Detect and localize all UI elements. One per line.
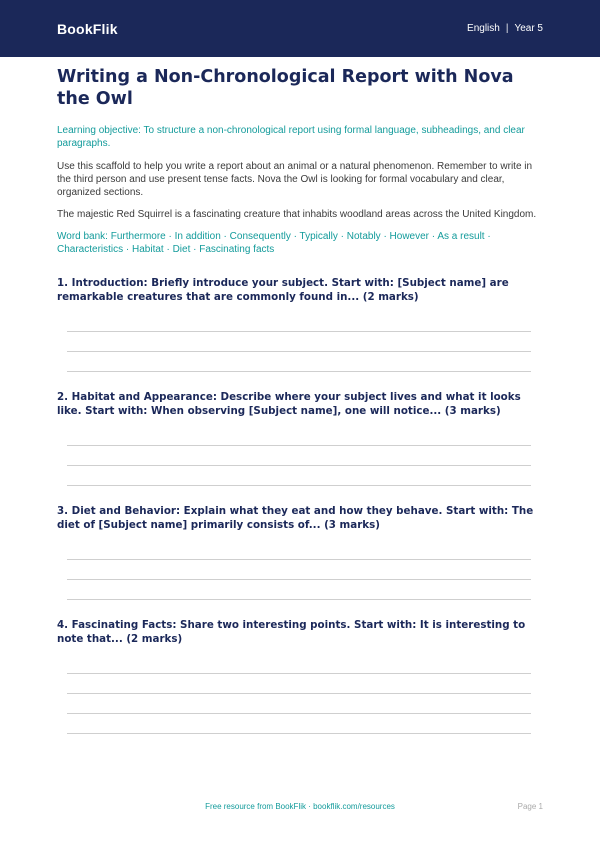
subject-label: English [467,23,500,34]
learning-objective: Learning objective: To structure a non-chronological report using formal language, subheadings, and clear paragraphs. [57,125,525,149]
answer-line[interactable] [67,351,531,352]
answer-lines[interactable] [67,532,531,600]
question-2 [57,390,543,486]
question-prompt: 3. Diet and Behavior: Explain what they eat and how they behave. Start with: The diet of [Subject name] primarily consists of... (3 marks) [57,505,534,531]
page-title: Writing a Non-Chronological Report with Nova the Owl [57,67,514,109]
question-3 [57,504,543,600]
worksheet-content [57,66,543,734]
footer-credit[interactable]: Free resource from BookFlik · bookflik.com/resources [205,802,395,811]
page-header [0,0,600,57]
answer-lines[interactable] [67,418,531,486]
answer-line[interactable] [67,579,531,580]
answer-line[interactable] [67,445,531,446]
question-prompt: 2. Habitat and Appearance: Describe where your subject lives and what it looks like. Start with: When observing [Subject name], one will notice... (3 marks) [57,391,521,417]
page-footer [0,802,600,814]
page-number: Page 1 [517,802,543,811]
example-sentence: The majestic Red Squirrel is a fascinating creature that inhabits woodland areas across the United Kingdom. [57,209,537,220]
question-1 [57,276,543,372]
answer-line[interactable] [67,331,531,332]
word-bank: Word bank: Furthermore · In addition · Consequently · Typically · Notably · However · As a result · Characteristics · Habitat · Diet · Fascinating facts [57,231,491,255]
answer-line[interactable] [67,673,531,674]
year-label: Year 5 [514,23,543,34]
answer-line[interactable] [67,693,531,694]
question-prompt: 1. Introduction: Briefly introduce your subject. Start with: [Subject name] are remarkable creatures that are commonly found in... (2 marks) [57,277,509,303]
instructions-paragraph: Use this scaffold to help you write a report about an animal or a natural phenomenon. Remember to write in the third person and use present tense facts. Nova the Owl is looking for formal vocabulary and clear, organized sections. [57,161,533,198]
answer-line[interactable] [67,559,531,560]
answer-line[interactable] [67,599,531,600]
answer-line[interactable] [67,713,531,714]
answer-line[interactable] [67,485,531,486]
answer-lines[interactable] [67,304,531,372]
brand-logo: BookFlik [57,20,118,37]
answer-lines[interactable] [67,646,531,734]
question-prompt: 4. Fascinating Facts: Share two interesting points. Start with: It is interesting to note that... (2 marks) [57,619,526,645]
answer-line[interactable] [67,371,531,372]
question-4 [57,618,543,734]
meta-separator: | [505,23,509,34]
answer-line[interactable] [67,465,531,466]
answer-line[interactable] [67,733,531,734]
header-meta [467,23,543,34]
